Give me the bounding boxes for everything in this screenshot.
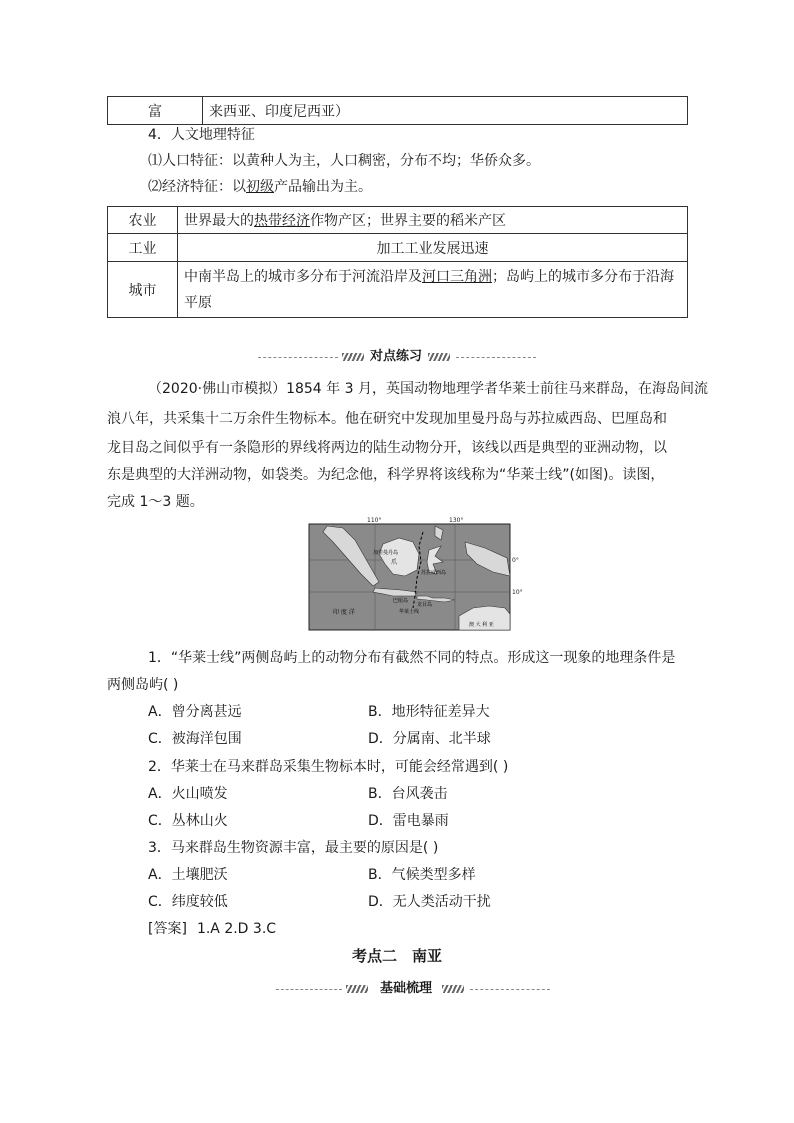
practice-banner-label: 对点练习 [370,349,423,364]
table-row [108,234,688,262]
table-row [108,262,688,318]
population-feature: ⑴人口特征：以黄种人为主，人口稠密，分布不均；华侨众多。 [148,153,540,169]
question-2-stem: 2．华莱士在马来群岛采集生物标本时，可能会经常遇到( ) [148,759,509,775]
q3-option-c: C．纬度较低 [148,894,228,910]
map-lat-10: 10° [512,589,523,596]
map-label-australia: 澳 大 利 亚 [469,622,494,628]
section-heading: 4．人文地理特征 [148,127,255,143]
q1-option-b: B．地形特征差异大 [368,704,490,720]
q2-option-a: A．火山喷发 [148,786,228,802]
map-label-kalimantan: 加里曼丹岛 [373,550,399,556]
row-content-agriculture [178,207,688,234]
intro-line: 东是典型的大洋洲动物，如袋类。为纪念他，科学界将该线称为“华莱士线”(如图)。读图， [107,467,665,483]
city-underlined: 河口三角洲 [422,268,492,285]
map-label-bali: 巴厘岛 [393,598,409,604]
map-label-wallace: 华莱士线 [399,609,420,615]
practice-banner [258,347,536,367]
intro-line: （2020·佛山市模拟）1854 年 3 月，英国动物地理学者华莱士前往马来群岛，在海岛间流 [148,381,708,397]
intro-line: 龙目岛之间似乎有一条隐形的界线将两边的陆生动物分开，该线以西是典型的亚洲动物，以 [107,440,667,456]
map-lon-130: 130° [449,517,464,524]
agri-post: 作物产区；世界主要的稻米产区 [310,213,506,229]
q1-option-c: C．被海洋包围 [148,731,242,747]
top-table-fragment [107,96,688,125]
city-line2: 平原 [184,294,212,311]
economy-table [107,206,688,318]
row-content-industry: 加工工业发展迅速 [178,234,688,262]
economic-feature [148,177,372,197]
basics-banner-label: 基础梳理 [380,981,433,996]
table-row [108,207,688,234]
map-label-ocean: 印 度 洋 [333,609,355,616]
map-lon-110: 110° [367,517,382,524]
q1-option-d: D．分属南、北半球 [368,731,491,747]
q3-option-a: A．土壤肥沃 [148,867,228,883]
q2-option-b: B．台风袭击 [368,786,448,802]
answer-line [148,919,276,939]
question-1-stem-cont: 两侧岛屿( ) [107,677,179,693]
econ-suffix: 产品输出为主。 [274,179,372,195]
row-label-industry: 工业 [108,234,178,262]
q2-option-d: D．雷电暴雨 [368,813,449,829]
answer-tag: [答案] [148,921,187,937]
map-label-sulawesi: 苏拉威西岛 [421,570,447,576]
map-lat-0: 0° [512,557,519,564]
q3-option-d: D．无人类活动干扰 [368,894,491,910]
intro-line: 完成 1～3 题。 [107,494,204,510]
intro-line: 浪八年，共采集十二万余件生物标本。他在研究中发现加里曼丹岛与苏拉威西岛、巴厘岛和 [107,411,667,427]
wallace-line-map [309,516,521,632]
city-pre: 中南半岛上的城市多分布于河流沿岸及 [184,268,422,285]
city-post: ；岛屿上的城市多分布于沿海 [492,268,674,285]
econ-underlined: 初级 [246,179,274,195]
question-3-stem: 3．马来群岛生物资源丰富，最主要的原因是( ) [148,840,439,856]
agri-underlined: 热带经济 [254,213,310,229]
q2-option-c: C．丛林山火 [148,813,228,829]
agri-pre: 世界最大的 [184,213,254,229]
top-table-right-cell: 来西亚、印度尼西亚） [203,97,688,125]
answer-values: 1.A 2.D 3.C [196,921,277,937]
row-label-agriculture: 农业 [108,207,178,234]
top-table-left-cell: 富 [108,97,203,125]
basics-banner [276,979,550,999]
econ-prefix: ⑵经济特征：以 [148,179,246,195]
map-label-sea: 爪 [391,559,398,566]
section-title: 考点二 南亚 [351,947,442,965]
q3-option-b: B．气候类型多样 [368,867,476,883]
row-label-city: 城市 [108,262,178,318]
map-label-lombok: 龙目岛 [417,602,433,608]
row-content-city [178,262,688,318]
q1-option-a: A．曾分离甚远 [148,704,242,720]
question-1-stem: 1．“华莱士线”两侧岛屿上的动物分布有截然不同的特点。形成这一现象的地理条件是 [148,650,676,666]
